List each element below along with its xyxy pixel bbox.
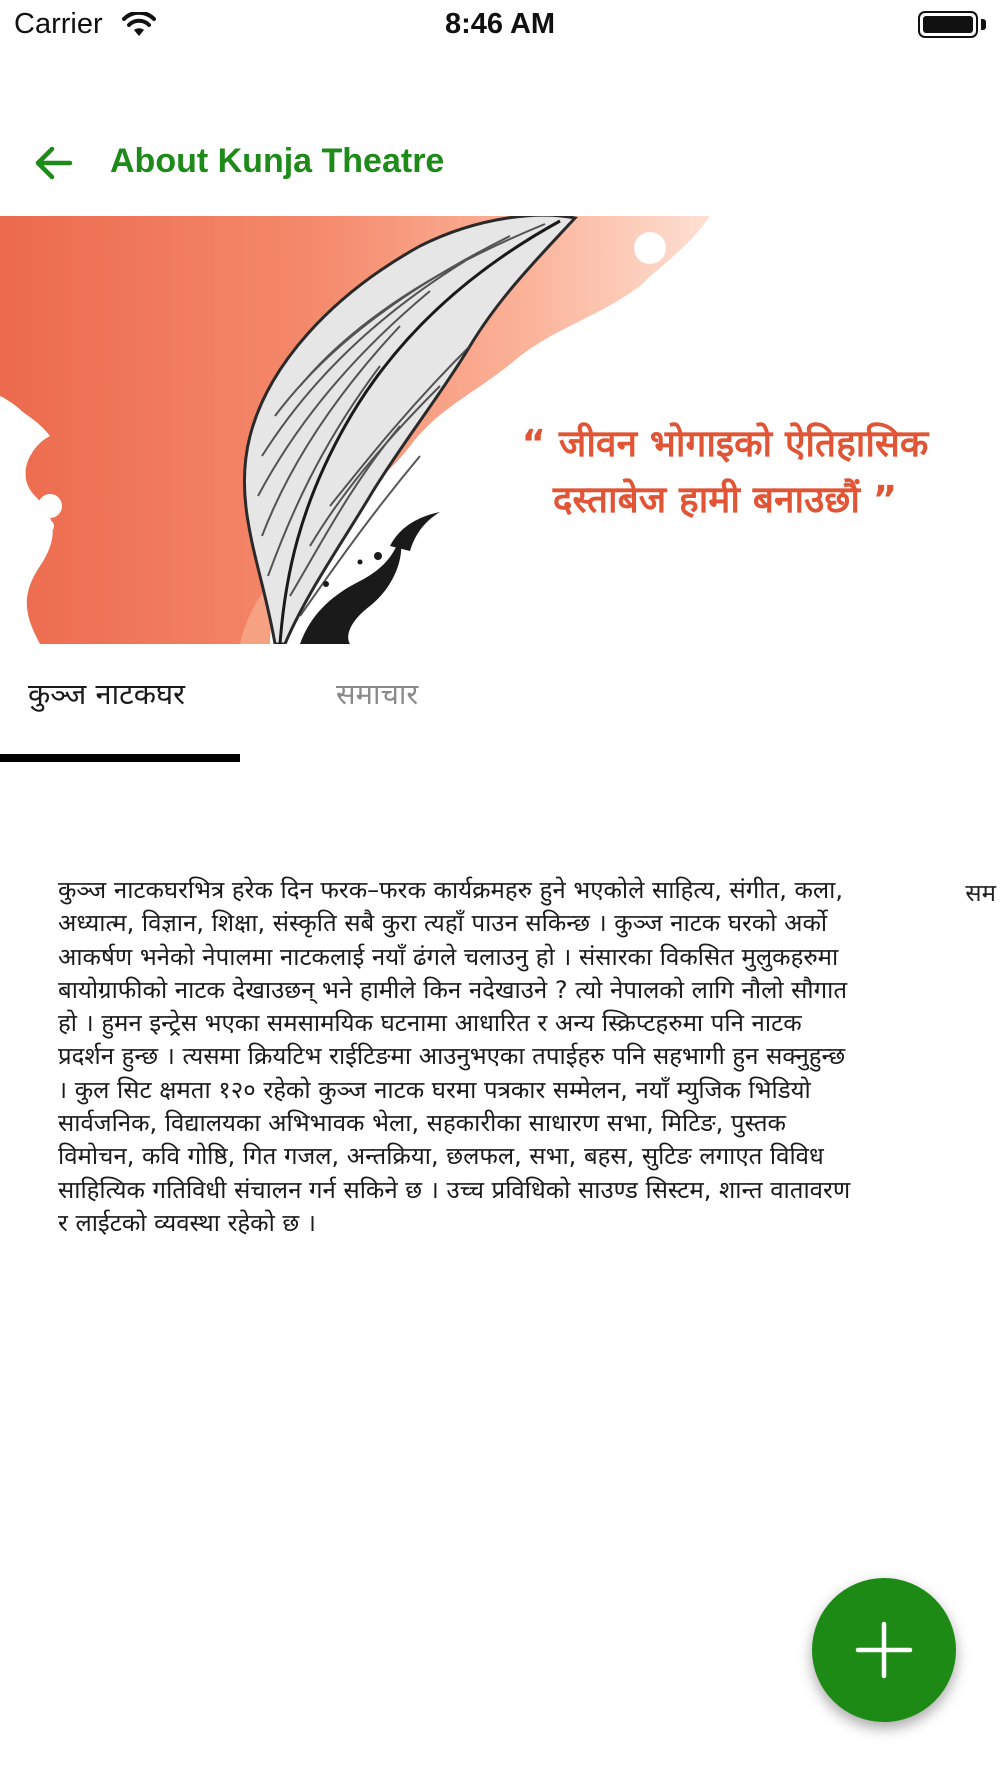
app-header (0, 120, 1000, 210)
back-button[interactable] (28, 138, 84, 188)
add-fab-button[interactable] (812, 1578, 956, 1722)
carrier-label: Carrier (14, 8, 103, 40)
arrow-left-icon (28, 138, 84, 188)
banner-quote (500, 416, 950, 528)
status-bar (0, 0, 1000, 50)
tab-kunja-natakghar[interactable]: कुञ्ज नाटकघर (28, 677, 186, 711)
plus-icon (854, 1620, 914, 1680)
about-description: कुञ्ज नाटकघरभित्र हरेक दिन फरक–फरक कार्यक्रमहरु हुने भएकोले साहित्य, संगीत, कला, अध्यात्म, विज्ञान, शिक्षा, संस्कृति सबै कुरा त्यहाँ पाउन सकिन्छ । कुञ्ज नाटक घरको अर्को आकर्षण भनेको नेपालमा नाटकलाई नयाँ ढंगले चलाउनु हो । संसारका विकसित मुलुकहरुमा बायोग्राफीको नाटक देखाउछन् भने हामीले किन नदेखाउने ? त्यो नेपालको लागि नौलो सौगात हो । हुमन इन्ट्रेस भएका समसामयिक घटनामा आधारित र अन्य स्क्रिप्टहरुमा पनि नाटक प्रदर्शन हुन्छ । त्यसमा क्रियटिभ राईटिङमा आउनुभएका तपाईहरु पनि सहभागी हुन सक्नुहुन्छ । कुल सिट क्षमता १२० रहेको कुञ्ज नाटक घरमा पत्रकार सम्मेलन, नयाँ म्युजिक भिडियो सार्वजनिक, विद्यालयका अभिभावक भेला, सहकारीका साधारण सभा, मिटिङ, पुस्तक विमोचन, कवि गोष्ठि, गित गजल, अन्तक्रिया, छलफल, सभा, बहस, सुटिङ लगाएत विविध साहित्यिक गतिविधी संचालन गर्न सकिने छ । उच्च प्रविधिको साउण्ड सिस्टम, शान्त वातावरण र लाईटको व्यवस्था रहेको छ । (58, 876, 851, 1237)
tab-news[interactable]: समाचार (336, 677, 419, 711)
quote-line-2: दस्ताबेज हामी बनाउछौं ” (552, 478, 898, 521)
page-title: About Kunja Theatre (110, 142, 445, 180)
next-page-peek: सम (965, 879, 996, 907)
battery-tip (981, 19, 986, 30)
clock: 8:46 AM (444, 8, 556, 40)
battery-icon (918, 11, 978, 38)
banner-image (0, 216, 1000, 644)
tab-bar (0, 660, 1000, 770)
quote-line-1: “ जीवन भोगाइको ऐतिहासिक (521, 422, 929, 465)
tab-selected-indicator (0, 754, 240, 762)
